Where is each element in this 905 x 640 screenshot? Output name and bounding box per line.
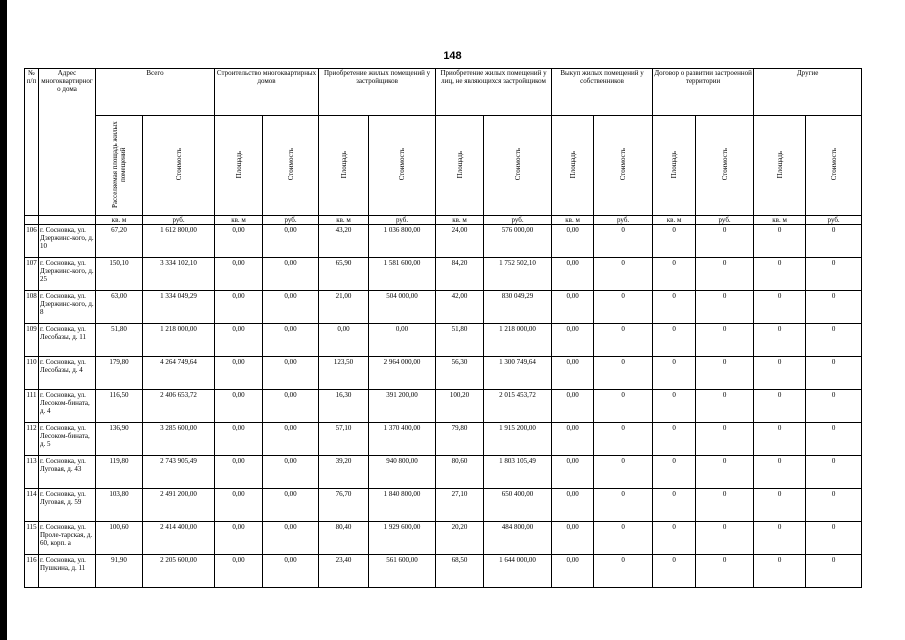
row-value: 0: [696, 324, 754, 357]
row-value: 0: [696, 555, 754, 588]
row-value: 0,00: [552, 390, 594, 423]
row-value: 100,60: [96, 522, 143, 555]
row-value: 0: [754, 555, 806, 588]
unit-cell: руб.: [696, 216, 754, 225]
unit-cell: руб.: [143, 216, 215, 225]
table-row: [25, 456, 862, 489]
row-value: 136,90: [96, 423, 143, 456]
subheader-label: Расселяемая площадь жилых помещений: [111, 121, 127, 208]
row-value: 0: [594, 291, 653, 324]
subheader-label: Площадь: [775, 150, 784, 179]
page-number: 148: [443, 50, 462, 62]
row-value: 91,90: [96, 555, 143, 588]
subheader-cell: [436, 116, 484, 216]
subheader-cell: [143, 116, 215, 216]
row-value: 0: [594, 522, 653, 555]
row-number: 106: [25, 225, 39, 258]
subheader-cell: [319, 116, 369, 216]
row-value: 0: [806, 456, 862, 489]
unit-cell: кв. м: [653, 216, 696, 225]
unit-cell: руб.: [369, 216, 436, 225]
row-value: 0,00: [263, 522, 319, 555]
row-value: 79,80: [436, 423, 484, 456]
row-value: 51,80: [436, 324, 484, 357]
subheader-cell: [263, 116, 319, 216]
row-value: 0: [594, 390, 653, 423]
row-address: г. Сосновка, ул. Лесоком-бината, д. 4: [39, 390, 96, 423]
row-value: 0: [594, 324, 653, 357]
unit-cell: кв. м: [319, 216, 369, 225]
row-value: 0: [754, 291, 806, 324]
row-value: 0,00: [215, 324, 263, 357]
row-value: 561 600,00: [369, 555, 436, 588]
table-header: [25, 69, 862, 225]
unit-cell: руб.: [806, 216, 862, 225]
row-value: 150,10: [96, 258, 143, 291]
table-row: [25, 291, 862, 324]
row-value: 0: [653, 489, 696, 522]
row-value: 0,00: [215, 357, 263, 390]
row-value: 2 015 453,72: [484, 390, 552, 423]
row-address: г. Сосновка, ул. Дзержинс-кого, д. 8: [39, 291, 96, 324]
row-address: г. Сосновка, ул. Лесоком-бината, д. 5: [39, 423, 96, 456]
header-address: Адрес многоквартирног о дома: [39, 69, 96, 216]
row-value: 39,20: [319, 456, 369, 489]
row-number: 109: [25, 324, 39, 357]
unit-cell: кв. м: [215, 216, 263, 225]
row-value: 0: [806, 489, 862, 522]
subheader-label: Площадь: [568, 150, 577, 179]
subheader-cell: [369, 116, 436, 216]
row-value: 103,80: [96, 489, 143, 522]
subheader-cell: [653, 116, 696, 216]
row-value: 65,90: [319, 258, 369, 291]
row-value: 0: [653, 291, 696, 324]
row-value: 1 370 400,00: [369, 423, 436, 456]
row-value: 0: [696, 390, 754, 423]
row-number: 108: [25, 291, 39, 324]
units-empty-cell: [39, 216, 96, 225]
row-value: 0,00: [552, 258, 594, 291]
row-value: 0: [806, 390, 862, 423]
row-value: 0: [653, 555, 696, 588]
resettlement-table: [24, 68, 862, 588]
row-value: 116,50: [96, 390, 143, 423]
row-value: 16,30: [319, 390, 369, 423]
subheader-label: Стоимость: [829, 148, 838, 181]
row-value: 0,00: [263, 456, 319, 489]
row-value: 2 964 000,00: [369, 357, 436, 390]
row-value: 0: [754, 225, 806, 258]
row-address: г. Сосновка, ул. Лесобазы, д. 4: [39, 357, 96, 390]
row-value: 0,00: [215, 423, 263, 456]
subheader-row: [25, 116, 862, 216]
row-value: 0: [806, 522, 862, 555]
row-address: г. Сосновка, ул. Дзержинс-кого, д. 10: [39, 225, 96, 258]
row-value: 179,80: [96, 357, 143, 390]
scan-left-edge: [0, 0, 7, 640]
row-value: 0: [806, 555, 862, 588]
row-value: 0,00: [552, 522, 594, 555]
unit-cell: руб.: [484, 216, 552, 225]
row-value: 0,00: [263, 489, 319, 522]
row-value: 940 800,00: [369, 456, 436, 489]
row-number: 107: [25, 258, 39, 291]
row-value: 68,50: [436, 555, 484, 588]
row-number: 115: [25, 522, 39, 555]
row-value: 830 049,29: [484, 291, 552, 324]
subheader-cell: [96, 116, 143, 216]
row-value: 119,80: [96, 456, 143, 489]
row-value: 0: [754, 423, 806, 456]
subheader-cell: [215, 116, 263, 216]
subheader-label: Площадь: [234, 150, 243, 179]
row-value: 0: [806, 258, 862, 291]
subheader-label: Стоимость: [174, 148, 183, 181]
row-value: 0,00: [215, 225, 263, 258]
header-group-total: Всего: [96, 69, 215, 116]
row-value: 0,00: [263, 390, 319, 423]
subheader-label: Стоимость: [619, 148, 628, 181]
row-value: 391 200,00: [369, 390, 436, 423]
table-row: [25, 555, 862, 588]
row-value: 63,00: [96, 291, 143, 324]
row-value: 0,00: [215, 258, 263, 291]
row-value: 0,00: [369, 324, 436, 357]
row-number: 110: [25, 357, 39, 390]
row-value: 57,10: [319, 423, 369, 456]
table-row: [25, 357, 862, 390]
row-value: 0: [653, 390, 696, 423]
row-value: 1 218 000,00: [143, 324, 215, 357]
subheader-cell: [594, 116, 653, 216]
row-value: 56,30: [436, 357, 484, 390]
row-value: 0: [754, 357, 806, 390]
row-value: 76,70: [319, 489, 369, 522]
row-value: 2 743 905,49: [143, 456, 215, 489]
header-group-construction: Строительство многоквартирных домов: [215, 69, 319, 116]
table-body: [25, 225, 862, 588]
row-value: 0,00: [552, 456, 594, 489]
row-value: 1 334 049,29: [143, 291, 215, 324]
row-value: 23,40: [319, 555, 369, 588]
row-value: 0: [754, 522, 806, 555]
row-value: 0: [806, 291, 862, 324]
row-value: 484 800,00: [484, 522, 552, 555]
header-group-buyout: Выкуп жилых помещений у собственников: [552, 69, 653, 116]
row-address: г. Сосновка, ул. Дзержинс-кого, д. 25: [39, 258, 96, 291]
row-value: 650 400,00: [484, 489, 552, 522]
row-value: 1 752 502,10: [484, 258, 552, 291]
unit-cell: руб.: [594, 216, 653, 225]
row-value: 1 300 749,64: [484, 357, 552, 390]
row-value: 0: [696, 357, 754, 390]
row-value: 80,40: [319, 522, 369, 555]
row-number: 112: [25, 423, 39, 456]
table-row: [25, 324, 862, 357]
row-value: 0: [696, 423, 754, 456]
row-value: 0,00: [263, 357, 319, 390]
header-group-purchase-developers: Приобретение жилых помещений у застройщиков: [319, 69, 436, 116]
row-value: 1 612 800,00: [143, 225, 215, 258]
row-value: 0: [696, 291, 754, 324]
row-value: 0,00: [263, 324, 319, 357]
row-value: 0,00: [552, 489, 594, 522]
subheader-label: Площадь: [339, 150, 348, 179]
row-value: 0,00: [263, 423, 319, 456]
row-value: 2 205 600,00: [143, 555, 215, 588]
row-value: 3 334 102,10: [143, 258, 215, 291]
row-number: 113: [25, 456, 39, 489]
subheader-label: Стоимость: [286, 148, 295, 181]
row-value: 0,00: [263, 225, 319, 258]
row-value: 0: [653, 225, 696, 258]
row-value: 2 491 200,00: [143, 489, 215, 522]
subheader-label: Площадь: [455, 150, 464, 179]
row-value: 0: [594, 423, 653, 456]
row-value: 0: [806, 423, 862, 456]
table-row: [25, 225, 862, 258]
subheader-cell: [552, 116, 594, 216]
row-value: 0,00: [215, 456, 263, 489]
subheader-label: Площадь: [670, 150, 679, 179]
row-value: 0: [653, 357, 696, 390]
row-value: 0: [696, 225, 754, 258]
row-value: 0: [696, 522, 754, 555]
header-group-other: Другие: [754, 69, 862, 116]
row-value: 0: [806, 357, 862, 390]
row-value: 24,00: [436, 225, 484, 258]
header-group-development-agreement: Договор о развитии застроенной территории: [653, 69, 754, 116]
row-value: 1 581 600,00: [369, 258, 436, 291]
row-value: 0: [594, 225, 653, 258]
unit-cell: кв. м: [754, 216, 806, 225]
row-value: 20,20: [436, 522, 484, 555]
subheader-cell: [754, 116, 806, 216]
row-value: 2 406 653,72: [143, 390, 215, 423]
row-value: 576 000,00: [484, 225, 552, 258]
unit-cell: кв. м: [96, 216, 143, 225]
row-value: 0,00: [215, 489, 263, 522]
row-value: 1 644 000,00: [484, 555, 552, 588]
subheader-cell: [806, 116, 862, 216]
unit-cell: кв. м: [436, 216, 484, 225]
row-value: 0: [754, 390, 806, 423]
row-value: 0,00: [552, 357, 594, 390]
row-value: 1 803 105,49: [484, 456, 552, 489]
row-value: 0: [653, 522, 696, 555]
row-value: 123,50: [319, 357, 369, 390]
row-value: 1 915 200,00: [484, 423, 552, 456]
subheader-cell: [484, 116, 552, 216]
row-address: г. Сосновка, ул. Луговая, д. 59: [39, 489, 96, 522]
row-number: 116: [25, 555, 39, 588]
row-value: 0: [653, 324, 696, 357]
row-value: 0,00: [319, 324, 369, 357]
header-group-purchase-non-developers: Приобретение жилых помещений у лиц, не являющихся застройщиком: [436, 69, 552, 116]
header-num: № п/п: [25, 69, 39, 216]
row-value: 84,20: [436, 258, 484, 291]
table-row: [25, 489, 862, 522]
row-value: 51,80: [96, 324, 143, 357]
row-value: 0: [754, 456, 806, 489]
row-value: 0: [754, 489, 806, 522]
subheader-cell: [696, 116, 754, 216]
row-value: 0: [594, 456, 653, 489]
row-value: 3 285 600,00: [143, 423, 215, 456]
table-row: [25, 522, 862, 555]
row-value: 0,00: [263, 291, 319, 324]
row-number: 111: [25, 390, 39, 423]
row-value: 43,20: [319, 225, 369, 258]
row-value: 0,00: [552, 291, 594, 324]
row-value: 0: [653, 258, 696, 291]
row-value: 0: [653, 456, 696, 489]
row-value: 0: [594, 555, 653, 588]
row-value: 0,00: [552, 225, 594, 258]
row-value: 0: [754, 324, 806, 357]
row-value: 4 264 749,64: [143, 357, 215, 390]
row-value: 27,10: [436, 489, 484, 522]
subheader-label: Стоимость: [513, 148, 522, 181]
subheader-label: Стоимость: [398, 148, 407, 181]
row-value: 1 218 000,00: [484, 324, 552, 357]
row-number: 114: [25, 489, 39, 522]
row-value: 0: [594, 258, 653, 291]
row-address: г. Сосновка, ул. Луговая, д. 43: [39, 456, 96, 489]
row-value: 1 840 800,00: [369, 489, 436, 522]
row-value: 2 414 400,00: [143, 522, 215, 555]
row-value: 0: [696, 489, 754, 522]
row-value: 0,00: [215, 555, 263, 588]
table-row: [25, 390, 862, 423]
row-value: 0: [653, 423, 696, 456]
row-address: г. Сосновка, ул. Пушкина, д. 11: [39, 555, 96, 588]
row-value: 0: [806, 324, 862, 357]
unit-cell: кв. м: [552, 216, 594, 225]
row-value: 21,00: [319, 291, 369, 324]
table-row: [25, 423, 862, 456]
row-value: 0,00: [552, 324, 594, 357]
row-value: 80,60: [436, 456, 484, 489]
row-value: 0: [754, 258, 806, 291]
row-value: 0,00: [215, 390, 263, 423]
row-address: г. Сосновка, ул. Проле-тарская, д. 60, корп. а: [39, 522, 96, 555]
row-value: 0,00: [215, 522, 263, 555]
row-value: 100,20: [436, 390, 484, 423]
row-value: 0: [696, 258, 754, 291]
row-value: 0,00: [552, 555, 594, 588]
subheader-label: Стоимость: [720, 148, 729, 181]
row-value: 0,00: [552, 423, 594, 456]
row-value: 67,20: [96, 225, 143, 258]
units-empty-cell: [25, 216, 39, 225]
row-value: 1 036 800,00: [369, 225, 436, 258]
row-value: 0: [806, 225, 862, 258]
row-value: 42,00: [436, 291, 484, 324]
row-address: г. Сосновка, ул. Лесобазы, д. 11: [39, 324, 96, 357]
row-value: 0,00: [263, 555, 319, 588]
row-value: 0,00: [263, 258, 319, 291]
row-value: 0: [594, 357, 653, 390]
row-value: 0,00: [215, 291, 263, 324]
units-row: [25, 216, 862, 225]
row-value: 504 000,00: [369, 291, 436, 324]
unit-cell: руб.: [263, 216, 319, 225]
row-value: 1 929 600,00: [369, 522, 436, 555]
row-value: 0: [594, 489, 653, 522]
table-row: [25, 258, 862, 291]
row-value: 0: [696, 456, 754, 489]
